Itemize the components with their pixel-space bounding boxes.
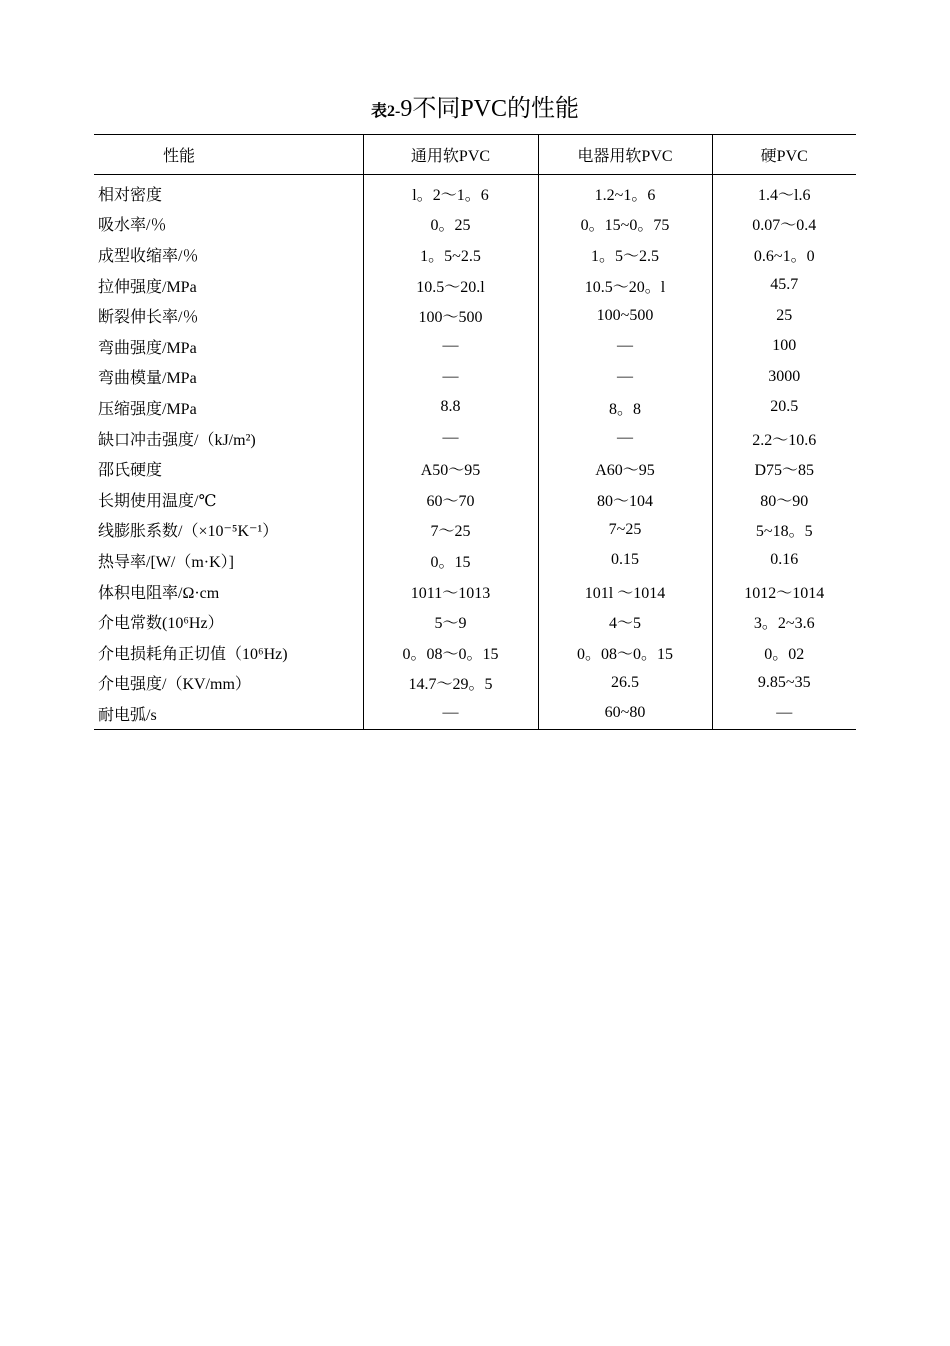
cell-general-soft-pvc-value: 14.7～29。5	[363, 668, 538, 699]
cell-electrical-soft-pvc-value: 0.15	[538, 545, 712, 576]
cell-general-soft-pvc-value: l。2～1。6	[363, 175, 538, 209]
cell-rigid-pvc-value: 25	[712, 300, 856, 331]
cell-electrical-soft-pvc-value: 26.5	[538, 668, 712, 699]
cell-general-soft-pvc-value: 1。5~2.5	[363, 239, 538, 270]
table-header-row	[94, 135, 856, 175]
cell-rigid-pvc-value: 2.2～10.6	[712, 423, 856, 454]
cell-property-name: 拉伸强度/MPa	[98, 278, 197, 296]
table-title	[0, 93, 950, 128]
cell-property-name: 断裂伸长率/％	[98, 309, 199, 327]
cell-property-name: 弯曲模量/MPa	[98, 370, 197, 388]
cell-property-name: 相对密度	[98, 186, 163, 204]
table-row	[94, 698, 856, 729]
cell-general-soft-pvc-value: —	[363, 423, 538, 454]
cell-general-soft-pvc-value: 5～9	[363, 606, 538, 637]
cell-general-soft-pvc-value: 0。08～0。15	[363, 637, 538, 668]
table-row	[94, 606, 856, 637]
cell-general-soft-pvc-value: 0。25	[363, 209, 538, 240]
cell-rigid-pvc-value: 20.5	[712, 392, 856, 423]
cell-electrical-soft-pvc-value: 80～104	[538, 484, 712, 515]
table-row	[94, 423, 856, 454]
cell-electrical-soft-pvc-value: 0。08～0。15	[538, 637, 712, 668]
cell-general-soft-pvc-value: 60～70	[363, 484, 538, 515]
cell-rigid-pvc-value: 5~18。5	[712, 515, 856, 546]
cell-electrical-soft-pvc-value: 8。8	[538, 392, 712, 423]
cell-general-soft-pvc-value: A50～95	[363, 453, 538, 484]
table-body	[94, 175, 856, 730]
cell-electrical-soft-pvc-value: —	[538, 362, 712, 393]
cell-rigid-pvc-value: 100	[712, 331, 856, 362]
cell-electrical-soft-pvc-value: 60~80	[538, 698, 712, 729]
cell-rigid-pvc-value: 3000	[712, 362, 856, 393]
cell-electrical-soft-pvc-value: 101l ～1014	[538, 576, 712, 607]
cell-property-name: 压缩强度/MPa	[98, 400, 197, 418]
cell-property-name: 介电强度/（KV/mm）	[98, 676, 251, 694]
table-row	[94, 239, 856, 270]
cell-rigid-pvc-value: 0.6~1。0	[712, 239, 856, 270]
cell-general-soft-pvc-value: —	[363, 698, 538, 729]
cell-general-soft-pvc-value: 7～25	[363, 515, 538, 546]
cell-property-name: 体积电阻率/Ω·cm	[98, 584, 220, 602]
cell-general-soft-pvc-value: 10.5～20.l	[363, 270, 538, 301]
cell-property-name: 缺口冲击强度/（kJ/m²)	[98, 431, 256, 449]
cell-electrical-soft-pvc-value: 4～5	[538, 606, 712, 637]
cell-rigid-pvc-value: 0.16	[712, 545, 856, 576]
cell-rigid-pvc-value: 0。02	[712, 637, 856, 668]
cell-general-soft-pvc-value: 8.8	[363, 392, 538, 423]
cell-rigid-pvc-value: —	[712, 698, 856, 729]
column-header-property: 性能	[94, 135, 363, 175]
cell-general-soft-pvc-value: 100～500	[363, 300, 538, 331]
cell-electrical-soft-pvc-value: 7~25	[538, 515, 712, 546]
cell-electrical-soft-pvc-value: 1。5～2.5	[538, 239, 712, 270]
cell-rigid-pvc-value: 9.85~35	[712, 668, 856, 699]
cell-electrical-soft-pvc-value: —	[538, 331, 712, 362]
table-row	[94, 668, 856, 699]
table-row	[94, 175, 856, 209]
cell-property-name: 热导率/[W/（m·K）]	[98, 553, 234, 571]
column-header-rigid-pvc: 硬PVC	[712, 135, 856, 175]
pvc-properties-table	[94, 134, 856, 730]
cell-rigid-pvc-value: 3。2~3.6	[712, 606, 856, 637]
cell-general-soft-pvc-value: —	[363, 331, 538, 362]
table-row	[94, 637, 856, 668]
cell-property-name: 线膨胀系数/（×10⁻⁵K⁻¹）	[98, 523, 279, 541]
cell-rigid-pvc-value: 1.4～l.6	[712, 175, 856, 209]
cell-general-soft-pvc-value: 0。15	[363, 545, 538, 576]
table-title-main: 9不同PVC的性能	[400, 96, 580, 122]
cell-electrical-soft-pvc-value: 10.5～20。l	[538, 270, 712, 301]
cell-rigid-pvc-value: 80～90	[712, 484, 856, 515]
table-row	[94, 300, 856, 331]
cell-rigid-pvc-value: D75～85	[712, 453, 856, 484]
table-row	[94, 209, 856, 240]
table-row	[94, 392, 856, 423]
cell-property-name: 邵氏硬度	[98, 462, 163, 480]
cell-electrical-soft-pvc-value: 1.2~1。6	[538, 175, 712, 209]
column-header-general-soft-pvc: 通用软PVC	[363, 135, 538, 175]
cell-property-name: 成型收缩率/％	[98, 247, 199, 265]
cell-rigid-pvc-value: 1012～1014	[712, 576, 856, 607]
cell-property-name: 耐电弧/s	[94, 698, 363, 729]
table-row	[94, 270, 856, 301]
table-row	[94, 515, 856, 546]
table-row	[94, 362, 856, 393]
cell-rigid-pvc-value: 45.7	[712, 270, 856, 301]
cell-electrical-soft-pvc-value: —	[538, 423, 712, 454]
cell-electrical-soft-pvc-value: 0。15~0。75	[538, 209, 712, 240]
table-row	[94, 453, 856, 484]
cell-property-name: 介电常数(10⁶Hz）	[98, 615, 224, 633]
table-row	[94, 545, 856, 576]
column-header-electrical-soft-pvc: 电器用软PVC	[538, 135, 712, 175]
table-row	[94, 484, 856, 515]
cell-property-name: 长期使用温度/℃	[98, 492, 217, 510]
cell-rigid-pvc-value: 0.07～0.4	[712, 209, 856, 240]
table-title-prefix: 表2-	[370, 103, 401, 120]
cell-electrical-soft-pvc-value: 100~500	[538, 300, 712, 331]
cell-property-name: 介电损耗角正切值（10⁶Hz)	[98, 645, 288, 663]
cell-general-soft-pvc-value: —	[363, 362, 538, 393]
cell-property-name: 吸水率/％	[98, 217, 167, 235]
cell-general-soft-pvc-value: 1011～1013	[363, 576, 538, 607]
table-row	[94, 331, 856, 362]
cell-electrical-soft-pvc-value: A60～95	[538, 453, 712, 484]
cell-property-name: 弯曲强度/MPa	[98, 339, 197, 357]
table-row	[94, 576, 856, 607]
